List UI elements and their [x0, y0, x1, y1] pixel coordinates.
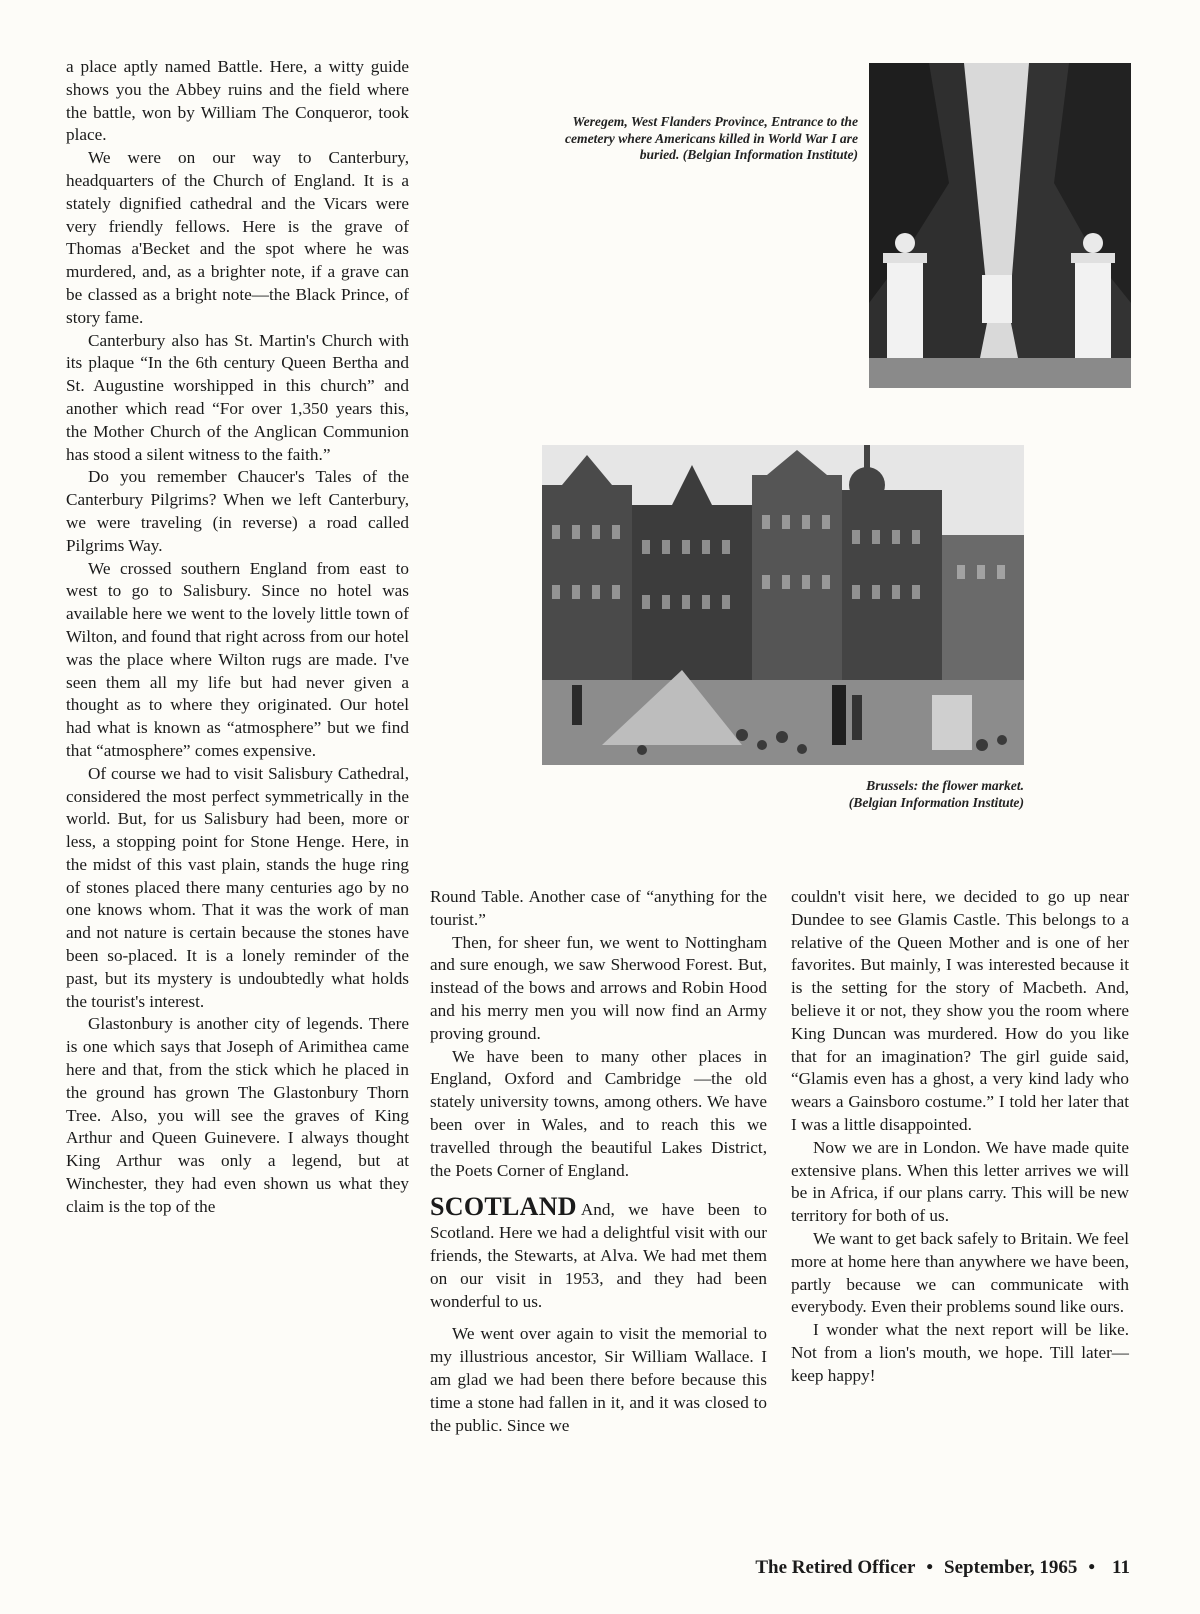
- paragraph-text: And, we have been to Scotland. Here we had a delightful visit with our friends, the Stewarts, at Alva. We had met them on our visit in 1953, and they had been wonderful to us.: [430, 1200, 767, 1311]
- market-photo-caption: [740, 778, 1024, 811]
- issue-date: September, 1965: [944, 1557, 1078, 1578]
- paragraph: couldn't visit here, we decided to go up near Dundee to see Glamis Castle. This belongs to a relative of the Queen Mother and is one of her favorites. But mainly, I was interested because it is the setting for the story of Macbeth. And, believe it or not, they show you the room where King Duncan was murdered. How do you like that for an imagination? The girl guide said, “Glamis even has a ghost, a very kind lady who wears a Gainsboro costume.” I told her later that I was a little disappointed.: [791, 887, 1129, 1134]
- paragraph: Round Table. Another case of “anything for the tourist.”: [430, 887, 767, 929]
- bullet-separator-icon: •: [926, 1557, 934, 1578]
- article-column-3: [791, 886, 1129, 1388]
- paragraph: I wonder what the next report will be like. Not from a lion's mouth, we hope. Till later—keep happy!: [791, 1320, 1129, 1385]
- paragraph: We want to get back safely to Britain. We feel more at home here than anywhere we have been, partly because we can communicate with everybody. Even their problems sound like ours.: [791, 1228, 1129, 1317]
- scotland-section-paragraph: [430, 1192, 767, 1313]
- paragraph: Canterbury also has St. Martin's Church with its plaque “In the 6th century Queen Bertha and St. Augustine worshipped in this church” and another which read “For over 1,350 years this, the Mother Church of the Anglican Communion has stood a silent witness to the faith.”: [66, 330, 409, 464]
- paragraph: Glastonbury is another city of legends. There is one which says that Joseph of Arimithea came here and that, from the stick which he placed in the ground has grown The Glastonbury Thorn Tree. Also, you will see the graves of King Arthur and Queen Guinevere. I always thought King Arthur was only a legend, but at Winchester, they had even shown us what they claim is the top of the: [66, 1014, 409, 1216]
- brussels-flower-market-photo: [542, 445, 1024, 765]
- paragraph: We have been to many other places in England, Oxford and Cambridge —the old stately university towns, among others. We have been over in Wales, and to reach this we travelled through the beautiful Lakes District, the Poets Corner of England.: [430, 1046, 767, 1180]
- paragraph: Do you remember Chaucer's Tales of the Canterbury Pilgrims? When we left Canterbury, we were traveling (in reverse) a road called Pilgrims Way.: [66, 467, 409, 555]
- market-caption-line-1: Brussels: the flower market.: [866, 778, 1024, 793]
- paragraph: We were on our way to Canterbury, headquarters of the Church of England. It is a stately dignified cathedral and the Vicars were very friendly fellows. Here is the grave of Thomas a'Becket and the spot where he was murdered, and, as a brighter note, if a grave can be classed as a bright note—the Black Prince, of story fame.: [66, 148, 409, 327]
- market-caption-line-2: (Belgian Information Institute): [848, 794, 1024, 810]
- cemetery-entrance-photo: [869, 63, 1131, 388]
- paragraph: Then, for sheer fun, we went to Nottingham and sure enough, we saw Sherwood Forest. But, instead of the bows and arrows and Robin Hood and his merry men you will now find an Army proving ground.: [430, 932, 767, 1043]
- page-number: 11: [1112, 1557, 1130, 1578]
- publication-name: The Retired Officer: [755, 1557, 916, 1578]
- paragraph: We went over again to visit the memorial to my illustrious ancestor, Sir William Wallace. I am glad we had been there before because this time a stone had fallen in it, and it was closed to the public. Since we: [430, 1324, 767, 1435]
- paragraph: Of course we had to visit Salisbury Cathedral, considered the most perfect symmetrically in the world. But, for us Salisbury had been, more or less, a stopping point for Stone Henge. Here, in the midst of this vast plain, stands the huge ring of stones placed there many centuries ago by no one knows whom. That it was the work of man and not nature is certain because the stones have been so-placed. It is a lonely reminder of the past, but its mystery is undoubtedly what holds the tourist's interest.: [66, 763, 409, 1011]
- page-footer: [660, 1557, 1130, 1579]
- bullet-separator-icon: •: [1088, 1557, 1096, 1578]
- article-column-1: [66, 56, 409, 1219]
- paragraph: Now we are in London. We have made quite extensive plans. When this letter arrives we will be in Africa, if our plans carry. This will be new territory for both of us.: [791, 1137, 1129, 1226]
- section-heading: SCOTLAND: [430, 1192, 577, 1222]
- cemetery-photo-caption: Weregem, West Flanders Province, Entrance to the cemetery where Americans killed in World War I are buried. (Belgian Information Institute): [564, 114, 858, 163]
- paragraph: We crossed southern England from east to west to go to Salisbury. Since no hotel was available here we went to the lovely little town of Wilton, and found that right across from our hotel was the place where Wilton rugs are made. I've seen them all my life but had never given a thought as to where they originated. Our hotel had what is known as “atmosphere” but we find that “atmosphere” comes expensive.: [66, 558, 409, 760]
- paragraph: a place aptly named Battle. Here, a witty guide shows you the Abbey ruins and the field where the battle, won by William The Conqueror, took place.: [66, 57, 409, 145]
- article-column-2: [430, 886, 767, 1437]
